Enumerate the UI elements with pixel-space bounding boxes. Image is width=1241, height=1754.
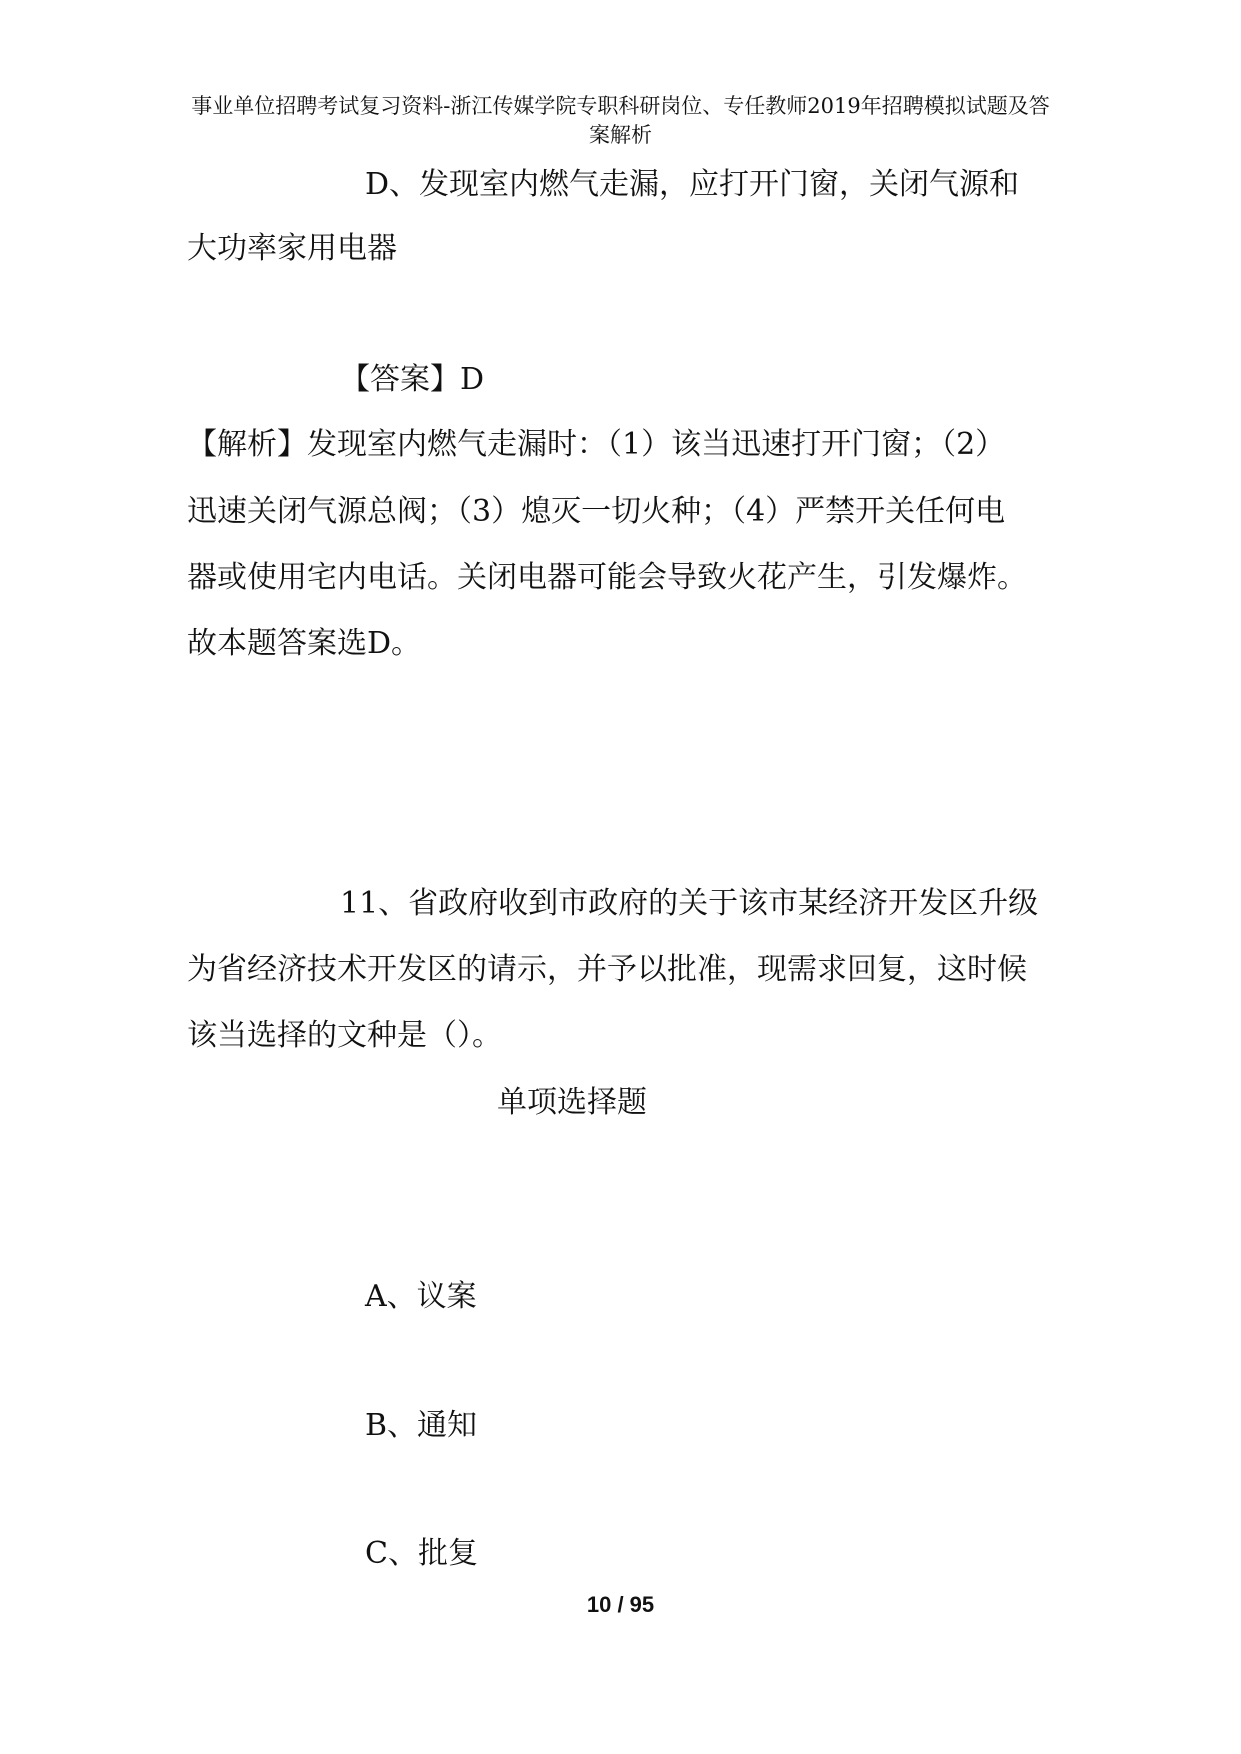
question-11-line-1: 11、省政府收到市政府的关于该市某经济开发区升级 [340,886,1039,921]
option-d-line-2: 大功率家用电器 [187,231,397,266]
option-b: B、通知 [365,1408,478,1443]
analysis-line-3: 器或使用宅内电话。关闭电器可能会导致火花产生，引发爆炸。 [187,560,1027,595]
analysis-line-4: 故本题答案选D。 [187,626,422,661]
header-title-line-2: 案解析 [589,123,652,147]
analysis-line-1: 【解析】发现室内燃气走漏时：（1）该当迅速打开门窗；（2） [187,427,1006,462]
option-d-line-1: D、发现室内燃气走漏，应打开门窗，关闭气源和 [365,167,1020,202]
option-c: C、批复 [365,1536,478,1571]
question-11-line-3: 该当选择的文种是（）。 [187,1018,502,1053]
answer-line: 【答案】D [340,362,485,397]
analysis-line-2: 迅速关闭气源总阀；（3）熄灭一切火种；（4）严禁开关任何电 [187,494,1006,529]
option-a: A、议案 [365,1279,477,1314]
page-number: 10 / 95 [586,1592,655,1617]
question-11-line-2: 为省经济技术开发区的请示，并予以批准，现需求回复，这时候 [187,952,1027,987]
header-title-line-1: 事业单位招聘考试复习资料-浙江传媒学院专职科研岗位、专任教师2019年招聘模拟试题及答 [191,94,1050,118]
question-type-label: 单项选择题 [497,1085,647,1120]
